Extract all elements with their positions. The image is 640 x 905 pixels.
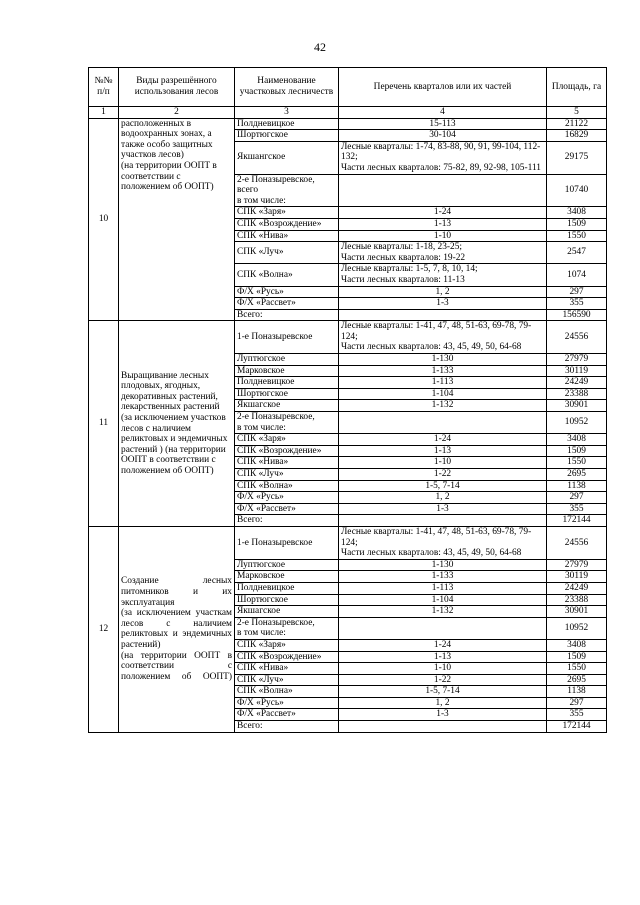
- forestry-name-cell: Марковское: [235, 365, 339, 377]
- section-number: 12: [89, 526, 119, 732]
- quarters-cell: [339, 721, 547, 733]
- forestry-name-cell: Полдневицкое: [235, 377, 339, 389]
- quarters-cell: 1-24: [339, 207, 547, 219]
- area-cell: 297: [547, 492, 607, 504]
- forestry-name-cell: Всего:: [235, 515, 339, 527]
- area-cell: 27979: [547, 354, 607, 366]
- use-type-cell: расположенных в водоохранных зонах, а также особо защитных участков лесов) (на территории ООПТ в соответствии с положением об ООПТ): [119, 118, 235, 321]
- quarters-cell: 1-5, 7-14: [339, 686, 547, 698]
- quarters-cell: Лесные кварталы: 1-41, 47, 48, 51-63, 69-78, 79-124; Части лесных кварталов: 43, 45, 49, 50, 64-68: [339, 321, 547, 354]
- area-cell: 24556: [547, 321, 607, 354]
- page-number: 42: [314, 40, 326, 54]
- quarters-cell: 1-132: [339, 400, 547, 412]
- quarters-cell: 1-130: [339, 559, 547, 571]
- quarters-cell: 1-3: [339, 503, 547, 515]
- quarters-cell: 1-13: [339, 651, 547, 663]
- area-cell: 10740: [547, 174, 607, 207]
- forestry-name-cell: СПК «Нива»: [235, 457, 339, 469]
- forestry-name-cell: Всего:: [235, 309, 339, 321]
- forestry-name-cell: СПК «Заря»: [235, 207, 339, 219]
- forestry-name-cell: СПК «Возрождение»: [235, 651, 339, 663]
- quarters-cell: 1-3: [339, 709, 547, 721]
- quarters-cell: 1-113: [339, 377, 547, 389]
- forestry-name-cell: СПК «Луч»: [235, 242, 339, 264]
- area-cell: 30901: [547, 400, 607, 412]
- area-cell: 24249: [547, 582, 607, 594]
- quarters-cell: 1-130: [339, 354, 547, 366]
- area-cell: 172144: [547, 721, 607, 733]
- column-number: 1: [89, 107, 119, 119]
- forestry-name-cell: Ф/Х «Рассвет»: [235, 709, 339, 721]
- forestry-name-cell: Якшангское: [235, 141, 339, 174]
- header-area: Площадь, га: [547, 68, 607, 107]
- area-cell: 10952: [547, 412, 607, 434]
- area-cell: 23388: [547, 594, 607, 606]
- quarters-cell: 1-133: [339, 365, 547, 377]
- area-cell: 297: [547, 286, 607, 298]
- forestry-name-cell: СПК «Нива»: [235, 230, 339, 242]
- forestry-name-cell: Марковское: [235, 571, 339, 583]
- area-cell: 172144: [547, 515, 607, 527]
- forestry-name-cell: Ф/Х «Русь»: [235, 492, 339, 504]
- column-number: 4: [339, 107, 547, 119]
- forestry-name-cell: СПК «Возрождение»: [235, 445, 339, 457]
- area-cell: 2695: [547, 469, 607, 481]
- area-cell: 1509: [547, 445, 607, 457]
- area-cell: 30119: [547, 571, 607, 583]
- quarters-cell: [339, 174, 547, 207]
- forestry-name-cell: 2-е Поназыревское, в том числе:: [235, 412, 339, 434]
- area-cell: 3408: [547, 207, 607, 219]
- quarters-cell: 1-113: [339, 582, 547, 594]
- area-cell: 30901: [547, 606, 607, 618]
- forestry-name-cell: Шортюгское: [235, 130, 339, 142]
- forestry-name-cell: Всего:: [235, 721, 339, 733]
- forestry-name-cell: Полдневицкое: [235, 118, 339, 130]
- forestry-name-cell: Якшагское: [235, 606, 339, 618]
- area-cell: 156590: [547, 309, 607, 321]
- quarters-cell: 1, 2: [339, 697, 547, 709]
- area-cell: 1509: [547, 218, 607, 230]
- area-cell: 1550: [547, 663, 607, 675]
- forestry-name-cell: Шортюгское: [235, 388, 339, 400]
- forestry-name-cell: СПК «Луч»: [235, 674, 339, 686]
- quarters-cell: 1-133: [339, 571, 547, 583]
- forestry-name-cell: 2-е Поназыревское, в том числе:: [235, 617, 339, 639]
- area-cell: 1074: [547, 264, 607, 286]
- quarters-cell: 1-3: [339, 298, 547, 310]
- forestry-name-cell: СПК «Нива»: [235, 663, 339, 675]
- forestry-name-cell: Шортюгское: [235, 594, 339, 606]
- area-cell: 30119: [547, 365, 607, 377]
- forestry-name-cell: Ф/Х «Рассвет»: [235, 503, 339, 515]
- quarters-cell: 15-113: [339, 118, 547, 130]
- use-type-cell: Создание лесных питомников и их эксплуатация (за исключением участкам лесов с наличием реликтовых и эндемичных растений) (на территории ООПТ в соответствии с положением об ООПТ): [119, 526, 235, 732]
- forestry-name-cell: СПК «Заря»: [235, 639, 339, 651]
- quarters-cell: 1-10: [339, 457, 547, 469]
- area-cell: 2547: [547, 242, 607, 264]
- forestry-name-cell: Полдневицкое: [235, 582, 339, 594]
- quarters-cell: Лесные кварталы: 1-5, 7, 8, 10, 14; Части лесных кварталов: 11-13: [339, 264, 547, 286]
- header-row: [89, 68, 607, 107]
- forest-use-table: [88, 67, 607, 733]
- quarters-cell: 1-104: [339, 594, 547, 606]
- quarters-cell: 1-22: [339, 674, 547, 686]
- area-cell: 355: [547, 709, 607, 721]
- quarters-cell: 1-13: [339, 445, 547, 457]
- area-cell: 21122: [547, 118, 607, 130]
- area-cell: 24249: [547, 377, 607, 389]
- quarters-cell: 1-22: [339, 469, 547, 481]
- quarters-cell: [339, 412, 547, 434]
- forestry-name-cell: СПК «Волна»: [235, 686, 339, 698]
- section-number: 10: [89, 118, 119, 321]
- area-cell: 10952: [547, 617, 607, 639]
- area-cell: 3408: [547, 434, 607, 446]
- quarters-cell: 1-10: [339, 663, 547, 675]
- column-number: 2: [119, 107, 235, 119]
- area-cell: 1138: [547, 686, 607, 698]
- quarters-cell: 1-104: [339, 388, 547, 400]
- quarters-cell: [339, 617, 547, 639]
- forestry-name-cell: 2-е Поназыревское, всего в том числе:: [235, 174, 339, 207]
- quarters-cell: Лесные кварталы: 1-18, 23-25; Части лесных кварталов: 19-22: [339, 242, 547, 264]
- column-number-row: [89, 107, 607, 119]
- forestry-name-cell: СПК «Возрождение»: [235, 218, 339, 230]
- quarters-cell: 30-104: [339, 130, 547, 142]
- forestry-name-cell: Ф/Х «Русь»: [235, 697, 339, 709]
- quarters-cell: 1-10: [339, 230, 547, 242]
- forestry-name-cell: СПК «Луч»: [235, 469, 339, 481]
- area-cell: 297: [547, 697, 607, 709]
- area-cell: 1138: [547, 480, 607, 492]
- quarters-cell: 1, 2: [339, 286, 547, 298]
- header-number: №№ п/п: [89, 68, 119, 107]
- area-cell: 1550: [547, 230, 607, 242]
- area-cell: 29175: [547, 141, 607, 174]
- area-cell: 27979: [547, 559, 607, 571]
- header-forestry: Наименование участковых лесничеств: [235, 68, 339, 107]
- quarters-cell: 1-13: [339, 218, 547, 230]
- quarters-cell: [339, 515, 547, 527]
- table-row: [89, 118, 607, 130]
- table-row: [89, 526, 607, 559]
- forestry-name-cell: СПК «Заря»: [235, 434, 339, 446]
- area-cell: 1550: [547, 457, 607, 469]
- quarters-cell: 1, 2: [339, 492, 547, 504]
- quarters-cell: Лесные кварталы: 1-74, 83-88, 90, 91, 99-104, 112-132; Части лесных кварталов: 75-82, 89, 92-98, 105-111: [339, 141, 547, 174]
- area-cell: 1509: [547, 651, 607, 663]
- area-cell: 16829: [547, 130, 607, 142]
- column-number: 5: [547, 107, 607, 119]
- forestry-name-cell: Якшагское: [235, 400, 339, 412]
- forestry-name-cell: Луптюгское: [235, 354, 339, 366]
- area-cell: 3408: [547, 639, 607, 651]
- table-row: [89, 321, 607, 354]
- use-type-cell: Выращивание лесных плодовых, ягодных, декоративных растений, лекарственных растений (за исключением участков лесов с наличием реликтовых и эндемичных растений ) (на территории ООПТ в соответствии с положением об ООПТ): [119, 321, 235, 527]
- quarters-cell: 1-5, 7-14: [339, 480, 547, 492]
- column-number: 3: [235, 107, 339, 119]
- quarters-cell: 1-24: [339, 434, 547, 446]
- quarters-cell: Лесные кварталы: 1-41, 47, 48, 51-63, 69-78, 79-124; Части лесных кварталов: 43, 45, 49, 50, 64-68: [339, 526, 547, 559]
- quarters-cell: 1-24: [339, 639, 547, 651]
- header-use-type: Виды разрешённого использования лесов: [119, 68, 235, 107]
- area-cell: 23388: [547, 388, 607, 400]
- quarters-cell: [339, 309, 547, 321]
- area-cell: 355: [547, 503, 607, 515]
- area-cell: 2695: [547, 674, 607, 686]
- forestry-name-cell: Ф/Х «Рассвет»: [235, 298, 339, 310]
- forestry-name-cell: Луптюгское: [235, 559, 339, 571]
- area-cell: 355: [547, 298, 607, 310]
- section-number: 11: [89, 321, 119, 527]
- forestry-name-cell: 1-е Поназыревское: [235, 321, 339, 354]
- quarters-cell: 1-132: [339, 606, 547, 618]
- forestry-name-cell: Ф/Х «Русь»: [235, 286, 339, 298]
- forestry-name-cell: 1-е Поназыревское: [235, 526, 339, 559]
- area-cell: 24556: [547, 526, 607, 559]
- header-quarters: Перечень кварталов или их частей: [339, 68, 547, 107]
- forestry-name-cell: СПК «Волна»: [235, 480, 339, 492]
- forestry-name-cell: СПК «Волна»: [235, 264, 339, 286]
